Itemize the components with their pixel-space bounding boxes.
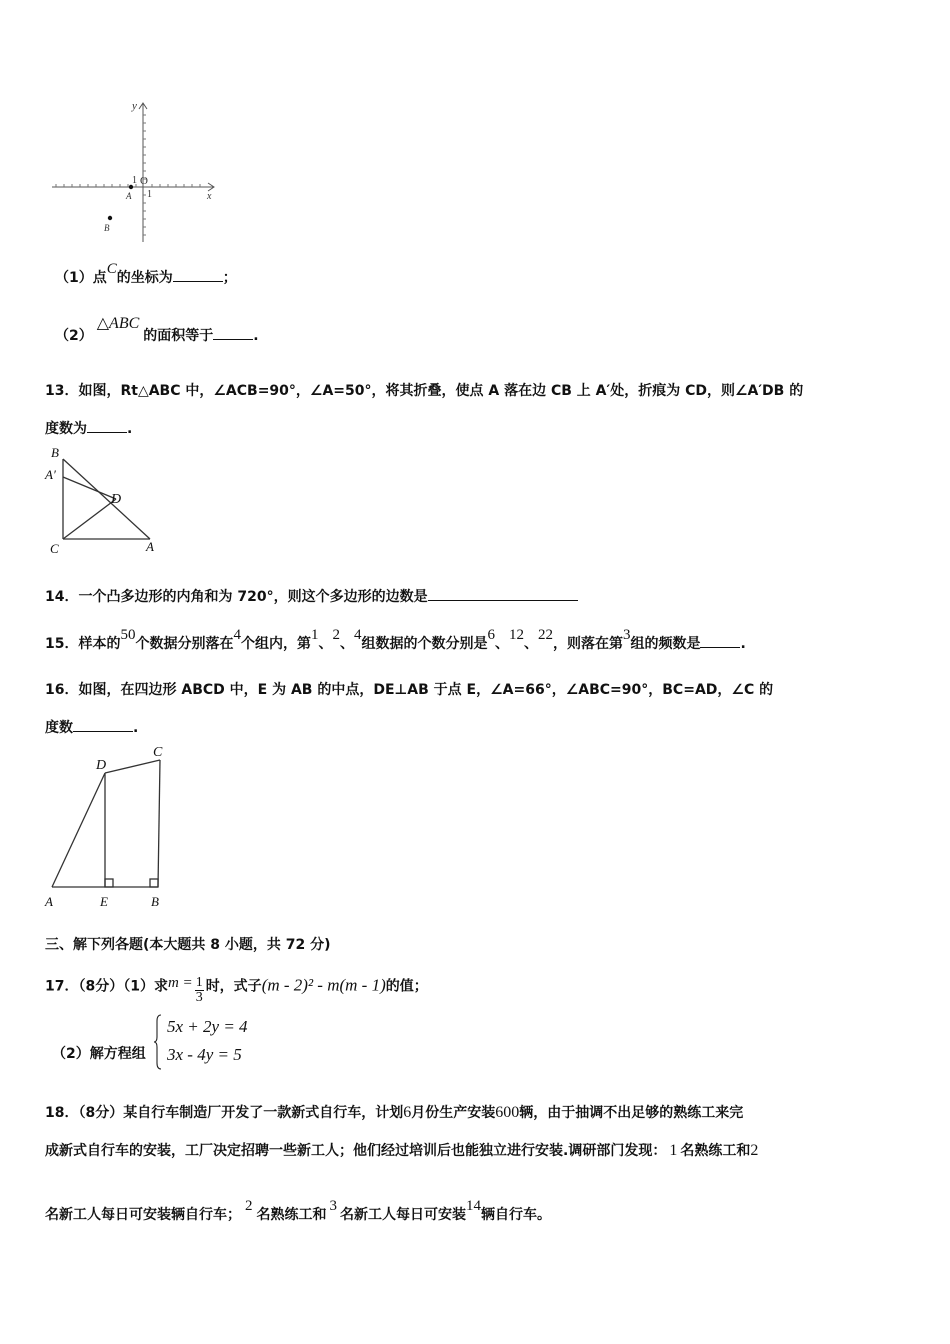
q16-line2 xyxy=(45,717,138,737)
q17-fraction xyxy=(195,976,204,1005)
q18-l3a: 名新工人每日可安装辆自行车； xyxy=(45,1207,241,1223)
q15-t1: 15．样本的 xyxy=(45,636,121,652)
section3-title: 三、解下列各题(本大题共 8 小题，共 72 分) xyxy=(45,937,331,953)
q15-c22: 22 xyxy=(537,627,553,643)
q18-l3d: 辆自行车。 xyxy=(481,1207,551,1223)
q12-1-end: ； xyxy=(222,270,237,286)
q18-l2n1: 1 xyxy=(669,1142,678,1159)
q15-sep: 、 xyxy=(318,636,333,652)
q17-denominator: 3 xyxy=(195,990,203,1005)
x-unit-label: 1 xyxy=(147,189,152,200)
q15-t3: 个组内，第 xyxy=(240,636,311,652)
left-brace-icon xyxy=(153,1013,163,1071)
point-a xyxy=(129,185,133,189)
q17-p1-suffix: 的值； xyxy=(385,978,428,995)
q18-l3n2: 2 xyxy=(245,1198,253,1214)
fig16-b: B xyxy=(151,894,159,909)
fig16-d: D xyxy=(96,758,107,773)
q12-2-suffix: 的面积等于 xyxy=(143,328,214,344)
q18-l3n14: 14 xyxy=(466,1198,481,1214)
q18-l3b: 名熟练工和 xyxy=(256,1207,327,1223)
q15-g2: 2 xyxy=(332,627,340,643)
q17-expression: (m - 2)² - m(m - 1) xyxy=(261,975,386,995)
q13-line2-text: 度数为 xyxy=(45,421,87,437)
origin-label: O xyxy=(140,175,148,187)
q12-2-triangle: △ABC xyxy=(96,315,140,332)
fig13-a: A xyxy=(146,539,154,554)
q18-line2 xyxy=(45,1140,758,1160)
q17-part2-label: （2）解方程组 xyxy=(52,1046,146,1062)
q18-l1a: 18．（8分）某自行车制造厂开发了一款新式自行车，计划 xyxy=(45,1105,404,1121)
q13-figure xyxy=(40,443,170,558)
q14 xyxy=(45,586,578,606)
q12-2-prefix: （2） xyxy=(55,328,93,344)
q15-c12: 12 xyxy=(508,627,524,643)
coordinate-figure xyxy=(48,95,228,245)
q14-text: 14．一个凸多边形的内角和为 720°，则这个多边形的边数是 xyxy=(45,589,428,605)
answer-blank[interactable] xyxy=(73,717,133,732)
q15-n50: 50 xyxy=(120,627,136,643)
fig13-c: C xyxy=(50,541,59,556)
q15-g1: 1 xyxy=(310,627,319,643)
y-axis-label: y xyxy=(132,100,137,112)
q18-l3n3: 3 xyxy=(329,1198,337,1214)
q15-g3: 3 xyxy=(622,627,631,643)
q18-l3c: 名新工人每日可安装 xyxy=(340,1207,466,1223)
q12-part2 xyxy=(55,315,259,345)
q17-system xyxy=(153,1013,263,1071)
q18-l1b: 月份生产安装 xyxy=(411,1105,496,1121)
q12-1-suffix: 的坐标为 xyxy=(116,270,173,286)
q18-l2n2: 2 xyxy=(750,1142,759,1159)
q13-line1: 13．如图，Rt△ABC 中，∠ACB=90°，∠A=50°，将其折叠，使点 A 落在边 CB 上 A′处，折痕为 CD，则∠A′DB 的 xyxy=(45,383,804,399)
q18-line1 xyxy=(45,1102,743,1122)
q18-l1c: 辆，由于抽调不出足够的熟练工来完 xyxy=(519,1105,744,1121)
q15-t4: 组数据的个数分别是 xyxy=(361,636,488,652)
fig13-a-prime: A′ xyxy=(45,467,56,482)
answer-blank[interactable] xyxy=(87,418,127,433)
q15-t2: 个数据分别落在 xyxy=(135,636,234,652)
q15-end: . xyxy=(740,636,746,652)
point-b xyxy=(108,216,112,220)
q17-p1-mid: 时，式子 xyxy=(205,978,262,995)
q18-l2a: 成新式自行车的安装，工厂决定招聘一些新工人；他们经过培训后也能独立进行安装.调研部门发现： xyxy=(45,1143,667,1159)
x-axis-label: x xyxy=(207,191,212,202)
q18-l1n6: 6 xyxy=(403,1104,412,1121)
q13-end: . xyxy=(127,421,133,437)
point-b-label: B xyxy=(104,223,110,233)
q16-end: . xyxy=(133,720,139,736)
q12-1-var: C xyxy=(106,261,117,277)
q15-c6: 6 xyxy=(487,627,495,643)
q18-l1n600: 600 xyxy=(495,1104,520,1121)
q17-numerator: 1 xyxy=(195,975,203,990)
q17-eq1: 5x + 2y = 4 xyxy=(167,1017,248,1036)
q15-t6: 组的频数是 xyxy=(630,636,701,652)
answer-blank[interactable] xyxy=(213,325,253,340)
q12-1-prefix: （1）点 xyxy=(55,270,107,286)
q15-sep: 、 xyxy=(339,636,354,652)
q12-2-end: . xyxy=(253,328,259,344)
answer-blank[interactable] xyxy=(428,586,578,601)
q12-part1 xyxy=(55,261,237,287)
q15-n4: 4 xyxy=(233,627,241,643)
q16-line2-text: 度数 xyxy=(45,720,73,736)
answer-blank[interactable] xyxy=(173,267,223,282)
q16-figure xyxy=(40,740,180,912)
q15-sep: 、 xyxy=(494,636,509,652)
q13-line2 xyxy=(45,418,132,438)
answer-blank[interactable] xyxy=(700,633,740,648)
y-unit-label: 1 xyxy=(132,175,137,186)
fig16-a: A xyxy=(45,894,53,909)
q17-part1 xyxy=(45,972,428,1005)
fig13-d: D xyxy=(111,492,122,507)
point-a-label: A xyxy=(126,191,132,201)
fig16-e: E xyxy=(100,894,108,909)
q17-m-eq: m = xyxy=(167,974,193,991)
q15-sep: 、 xyxy=(523,636,538,652)
fig13-b: B xyxy=(51,445,59,460)
q18-line3 xyxy=(45,1198,551,1224)
q17-p1-prefix: 17．（8分）（1）求 xyxy=(45,978,168,995)
q15-t5: ，则落在第 xyxy=(552,636,623,652)
q15-g4: 4 xyxy=(353,627,362,643)
q15 xyxy=(45,627,746,653)
q18-l2b: 名熟练工和 xyxy=(680,1143,751,1159)
q16-line1: 16．如图，在四边形 ABCD 中，E 为 AB 的中点，DE⊥AB 于点 E，∠A=66°，∠ABC=90°，BC=AD，∠C 的 xyxy=(45,682,774,698)
fig16-c: C xyxy=(153,745,163,760)
q17-eq2: 3x - 4y = 5 xyxy=(167,1045,242,1064)
